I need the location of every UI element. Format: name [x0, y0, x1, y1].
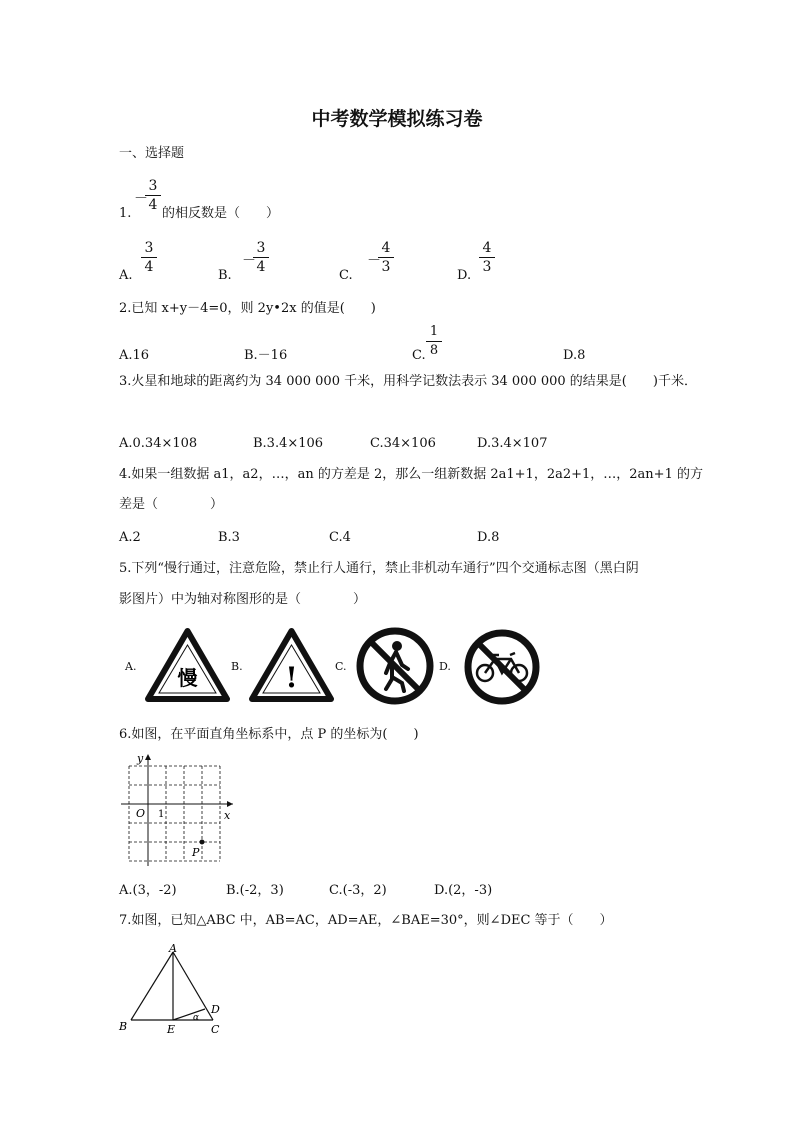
q1-option-b-label: B. — [218, 268, 232, 283]
q1-c-den: 3 — [381, 259, 391, 275]
q6-option-c: C.(-3，2) — [329, 883, 387, 898]
vertex-c-label: C — [211, 1023, 220, 1036]
q1-b-num: 3 — [256, 240, 266, 256]
triangle-figure — [115, 940, 227, 1038]
q3-option-a: A.0.34×108 — [119, 436, 198, 451]
q3-option-b: B.3.4×106 — [253, 436, 324, 451]
q1-option-d-label: D. — [457, 268, 472, 283]
q1-number: 1. — [119, 206, 132, 221]
vertex-e-label: E — [167, 1023, 176, 1036]
q3-text: 3.火星和地球的距离约为 34 000 000 千米，用科学记数法表示 34 000 000 的结果是( )千米． — [119, 374, 697, 389]
q1-b-sign: － — [242, 253, 256, 269]
q4-option-d: D.8 — [477, 530, 500, 545]
danger-sign-image — [249, 627, 334, 703]
q2-option-a: A.16 — [119, 348, 150, 363]
q4-option-a: A.2 — [119, 530, 141, 545]
q1-b-den: 4 — [256, 259, 266, 275]
q2-c-den: 8 — [429, 343, 439, 358]
q1-option-c-fraction — [378, 240, 394, 275]
angle-alpha-label: α — [193, 1013, 200, 1023]
vertex-b-label: B — [119, 1020, 128, 1033]
vertex-a-label: A — [169, 942, 177, 955]
slow-sign-image — [145, 627, 230, 703]
q5-text-line1: 5.下列“慢行通过，注意危险，禁止行人通行，禁止非机动车通行”四个交通标志图（黑白阴 — [119, 561, 639, 576]
q1-option-a-fraction — [141, 240, 157, 275]
origin-label: O — [136, 807, 146, 820]
q3-option-d: D.3.4×107 — [477, 436, 548, 451]
q4-option-b: B.3 — [218, 530, 240, 545]
q7-text: 7.如图，已知△ABC 中，AB=AC，AD=AE，∠BAE=30°，则∠DEC 等于（ ） — [119, 913, 613, 928]
q1-c-sign: － — [367, 253, 381, 269]
q6-option-b: B.(-2，3) — [226, 883, 284, 898]
q5-option-a: A. — [125, 660, 137, 673]
section-heading: 一、选择题 — [119, 146, 185, 161]
q1-option-a-label: A. — [119, 268, 133, 283]
danger-sign-char: ! — [285, 661, 298, 694]
q1-denominator: 4 — [148, 197, 158, 213]
slow-sign-char: 慢 — [177, 666, 198, 690]
q4-text-line2: 差是（ ） — [119, 497, 224, 512]
q1-text: 的相反数是（ ） — [162, 206, 280, 221]
q1-option-b-fraction — [253, 240, 269, 275]
page-title: 中考数学模拟练习卷 — [311, 108, 483, 130]
q1-numerator: 3 — [148, 178, 158, 194]
q5-option-d: D. — [439, 660, 451, 673]
q1-a-den: 4 — [144, 259, 154, 275]
q1-c-num: 4 — [381, 240, 391, 256]
q3-option-c: C.34×106 — [370, 436, 436, 451]
q6-option-d: D.(2，-3) — [434, 883, 493, 898]
q6-option-a: A.(3，-2) — [119, 883, 177, 898]
q1-d-num: 4 — [482, 240, 492, 256]
q6-text: 6.如图，在平面直角坐标系中，点 P 的坐标为( ) — [119, 727, 419, 742]
no-pedestrians-sign-image — [352, 625, 438, 707]
q2-c-num: 1 — [429, 324, 439, 339]
q2-option-c-fraction — [426, 324, 442, 359]
q2-option-b: B.－16 — [244, 348, 288, 363]
q5-option-b: B. — [231, 660, 243, 673]
q5-option-c: C. — [335, 660, 347, 673]
no-bicycles-sign-image — [460, 627, 544, 707]
q1-fraction — [145, 178, 161, 213]
vertex-d-label: D — [211, 1003, 220, 1016]
q1-d-den: 3 — [482, 259, 492, 275]
q4-text-line1: 4.如果一组数据 a1，a2，…，an 的方差是 2，那么一组新数据 2a1+1，2a2+1，…，2an+1 的方 — [119, 467, 703, 482]
y-axis-label: y — [137, 752, 144, 765]
q2-option-c: C. — [412, 348, 426, 363]
q2-text: 2.已知 x+y－4=0，则 2y•2x 的值是( ) — [119, 301, 376, 316]
q1-sign: － — [134, 191, 148, 207]
q5-text-line2: 影图片）中为轴对称图形的是（ ） — [119, 592, 367, 607]
unit-label: 1 — [158, 809, 165, 820]
point-p-label: P — [192, 846, 200, 859]
q4-option-c: C.4 — [329, 530, 351, 545]
q2-option-d: D.8 — [563, 348, 586, 363]
q1-a-num: 3 — [144, 240, 154, 256]
q1-option-d-fraction — [479, 240, 495, 275]
q1-option-c-label: C. — [339, 268, 353, 283]
coordinate-grid-figure — [117, 752, 243, 868]
x-axis-label: x — [224, 809, 231, 822]
